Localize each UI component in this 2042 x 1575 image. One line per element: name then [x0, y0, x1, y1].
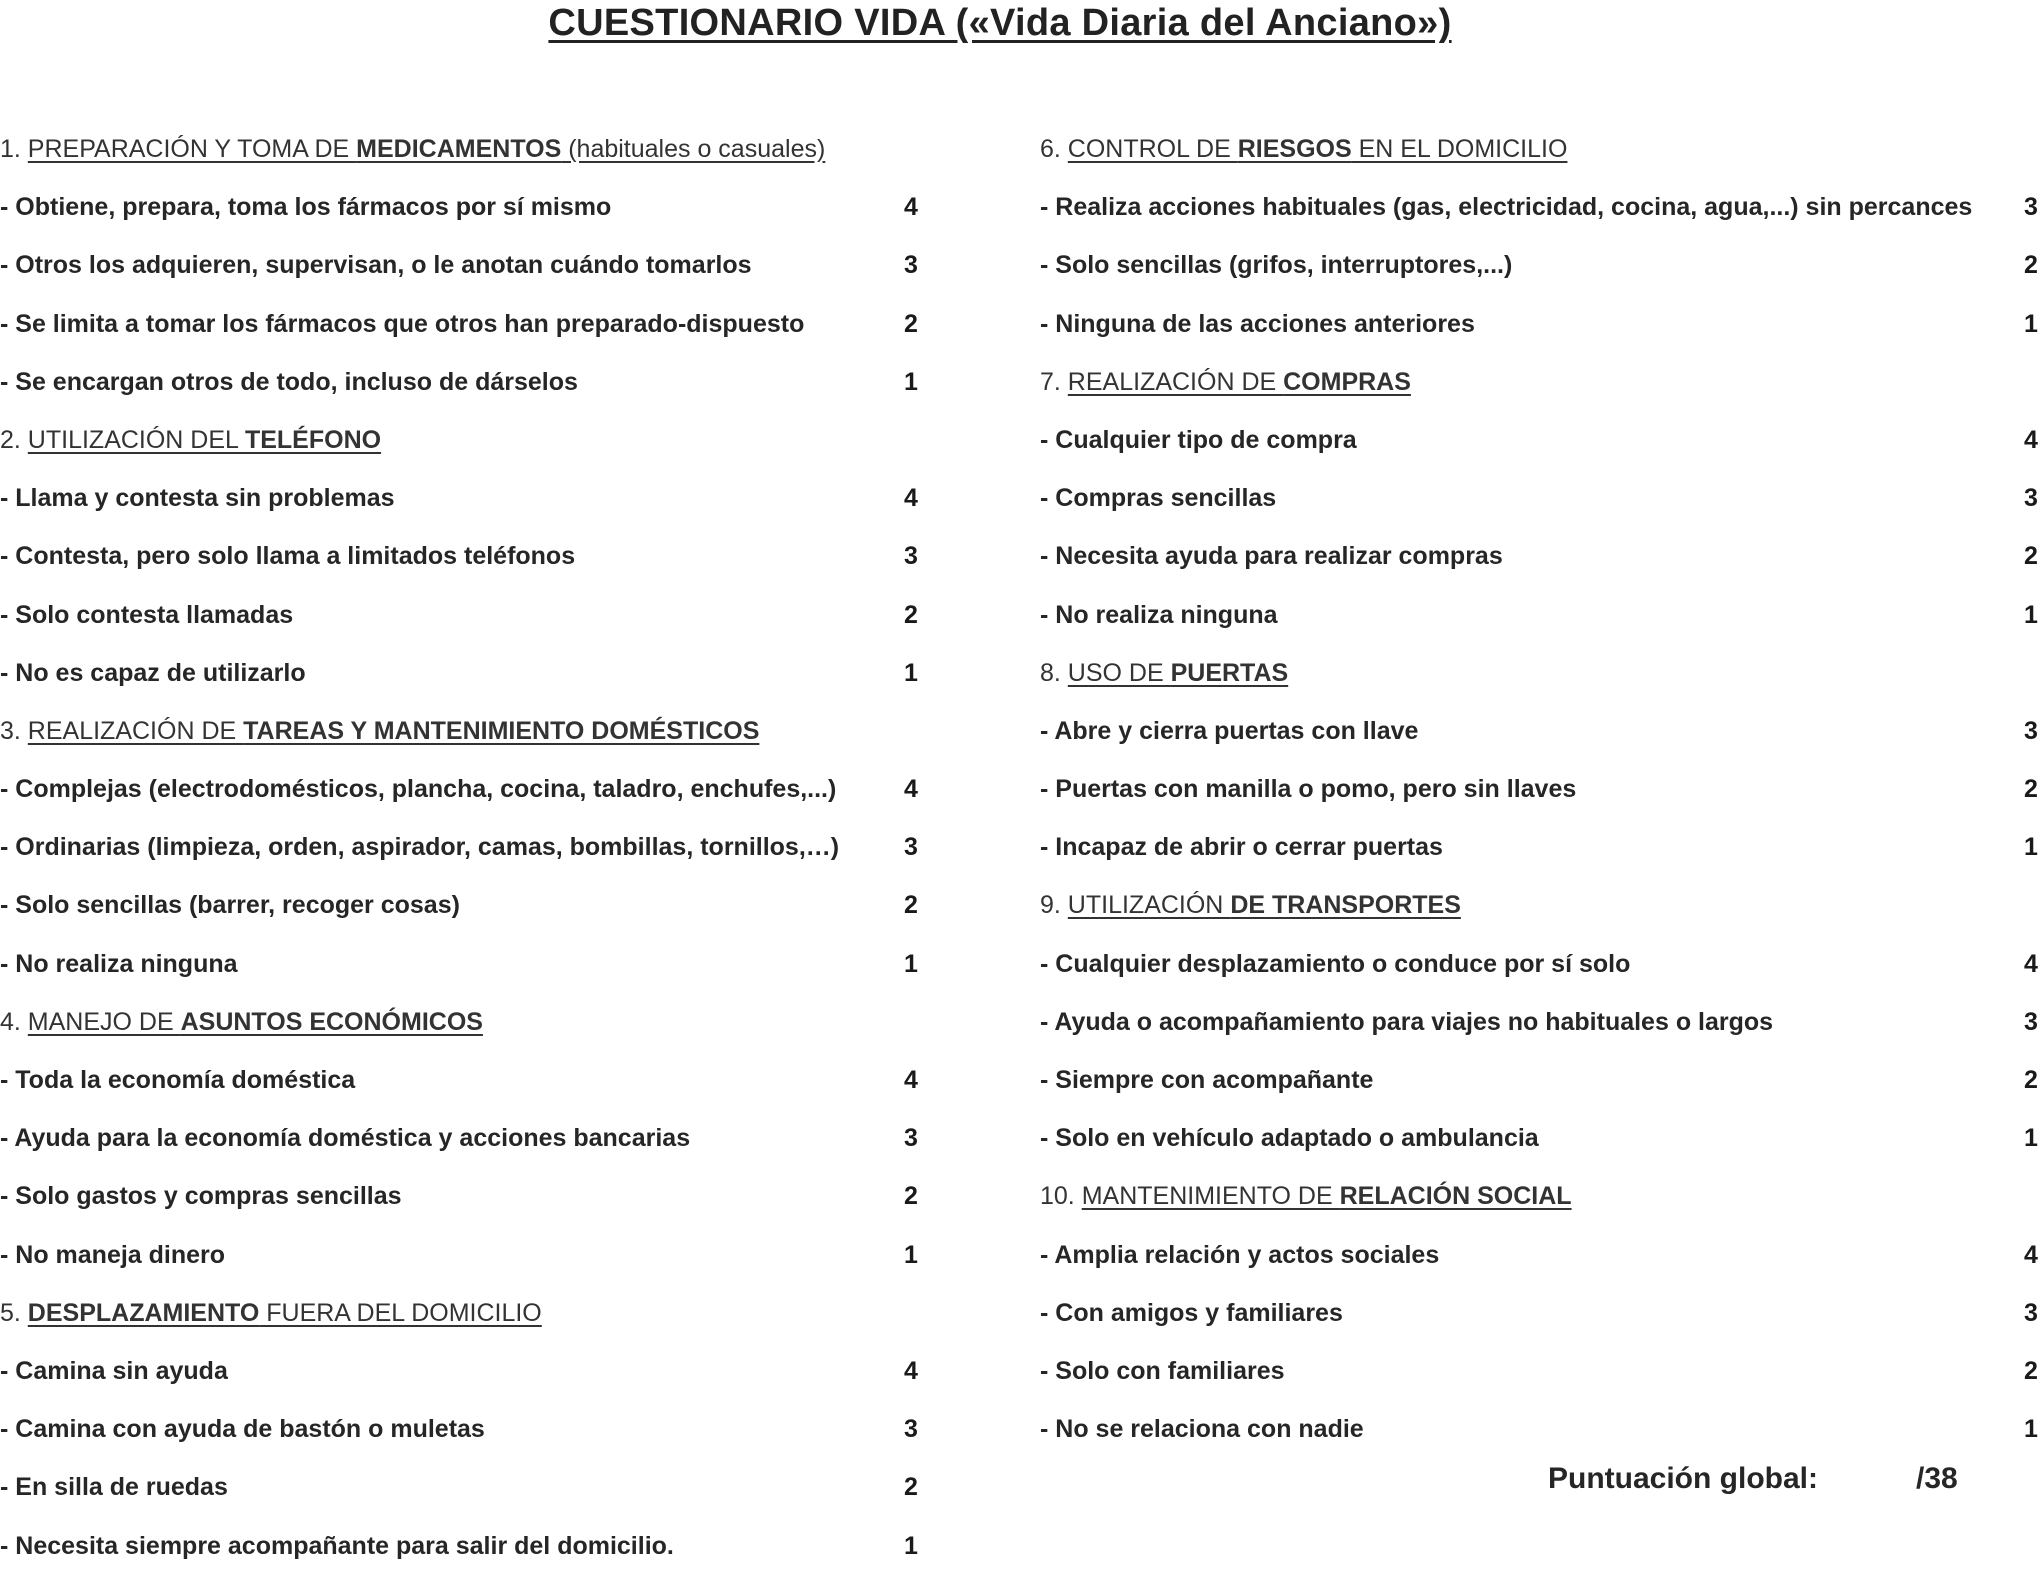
question-option	[0, 236, 920, 294]
option-text: - Ordinarias (limpieza, orden, aspirador, camas, bombillas, tornillos,…)	[0, 833, 840, 862]
question-option	[1040, 993, 2040, 1051]
section-title-part: PREPARACIÓN Y TOMA DE	[27, 135, 357, 163]
section-heading	[0, 993, 920, 1051]
question-option	[0, 527, 920, 585]
option-score: 3	[2024, 716, 2038, 745]
option-score: 4	[904, 1066, 918, 1094]
option-text: - Solo con familiares	[1040, 1356, 1285, 1385]
option-score: 3	[2024, 1007, 2038, 1036]
question-option	[1040, 527, 2040, 585]
option-text: - Amplia relación y actos sociales	[1040, 1240, 1440, 1269]
question-option	[0, 469, 920, 527]
option-score: 2	[904, 891, 918, 920]
section-title	[1082, 1182, 1572, 1210]
section-title-part: DE TRANSPORTES	[1230, 891, 1461, 920]
right-column	[1040, 120, 2040, 1458]
section-title	[28, 426, 381, 454]
section-heading	[1040, 876, 2040, 934]
option-score: 2	[904, 600, 918, 629]
option-text: - Se limita a tomar los fármacos que otros han preparado-dispuesto	[0, 309, 805, 338]
option-score: 4	[904, 775, 918, 804]
option-score: 2	[2024, 1066, 2038, 1094]
option-text: - Se encargan otros de todo, incluso de dárselos	[0, 367, 578, 396]
option-text: - Otros los adquieren, supervisan, o le anotan cuándo tomarlos	[0, 251, 752, 280]
option-score: 2	[904, 1473, 918, 1502]
section-title-part: DESPLAZAMIENTO	[27, 1298, 260, 1327]
question-option	[1040, 295, 2040, 353]
option-text: - Camina con ayuda de bastón o muletas	[0, 1415, 485, 1444]
option-score: 3	[904, 251, 918, 280]
option-text: - No maneja dinero	[0, 1240, 226, 1269]
option-score: 3	[904, 542, 918, 571]
option-text: - Contesta, pero solo llama a limitados teléfonos	[0, 542, 576, 571]
option-text: - Ayuda para la economía doméstica y acciones bancarias	[0, 1124, 691, 1153]
option-score: 1	[904, 949, 918, 978]
option-score: 1	[904, 1240, 918, 1269]
question-option	[0, 1109, 920, 1167]
section-title	[1068, 659, 1288, 687]
question-option	[0, 644, 920, 702]
option-text: - En silla de ruedas	[0, 1473, 228, 1502]
question-option	[1040, 760, 2040, 818]
section-title	[28, 1008, 483, 1036]
question-option	[0, 1051, 920, 1109]
question-option	[0, 1400, 920, 1458]
option-text: - Necesita ayuda para realizar compras	[1040, 542, 1503, 571]
section-title	[1068, 891, 1461, 919]
left-column	[0, 120, 920, 1575]
option-text: - No se relaciona con nadie	[1040, 1415, 1364, 1444]
section-heading	[0, 702, 920, 760]
global-score-label: Puntuación global:	[1548, 1462, 1818, 1495]
question-option	[0, 295, 920, 353]
section-title-part: MANEJO DE	[27, 1007, 181, 1036]
question-option	[1040, 1342, 2040, 1400]
option-score: 1	[2024, 833, 2038, 862]
question-option	[1040, 411, 2040, 469]
option-text: - Solo gastos y compras sencillas	[0, 1182, 402, 1211]
question-option	[0, 1517, 920, 1575]
question-option	[0, 1342, 920, 1400]
page-title: CUESTIONARIO VIDA («Vida Diaria del Anciano»)	[548, 2, 1452, 44]
question-option	[0, 1458, 920, 1516]
section-title-part: RELACIÓN SOCIAL	[1339, 1182, 1572, 1211]
section-number: 6.	[1040, 135, 1068, 163]
question-option	[0, 178, 920, 236]
section-number: 7.	[1040, 367, 1068, 396]
option-score: 1	[2024, 309, 2038, 338]
option-text: - Solo sencillas (barrer, recoger cosas)	[0, 891, 460, 920]
question-option	[0, 1226, 920, 1284]
section-title-part: RIESGOS	[1237, 135, 1352, 163]
question-option	[1040, 178, 2040, 236]
section-title	[28, 1299, 542, 1327]
section-title-part: UTILIZACIÓN	[1067, 891, 1231, 920]
question-option	[1040, 1400, 2040, 1458]
question-option	[0, 353, 920, 411]
question-option	[1040, 1109, 2040, 1167]
option-score: 4	[2024, 949, 2038, 978]
option-text: - Toda la economía doméstica	[0, 1066, 356, 1094]
question-option	[1040, 586, 2040, 644]
section-title-part: TELÉFONO	[244, 425, 382, 454]
section-title-part: MANTENIMIENTO DE	[1081, 1182, 1340, 1211]
option-score: 2	[2024, 542, 2038, 571]
option-score: 3	[904, 1124, 918, 1153]
option-score: 2	[904, 1182, 918, 1211]
question-option	[1040, 1226, 2040, 1284]
option-score: 2	[904, 309, 918, 338]
section-title-part: COMPRAS	[1283, 367, 1411, 396]
option-score: 3	[904, 833, 918, 862]
section-title	[28, 135, 826, 163]
option-text: - Realiza acciones habituales (gas, electricidad, cocina, agua,...) sin percances	[1040, 193, 1973, 222]
section-title-part: FUERA DEL DOMICILIO	[259, 1298, 542, 1327]
section-number: 5.	[0, 1298, 28, 1327]
section-number: 9.	[1040, 891, 1068, 920]
section-number: 3.	[0, 716, 28, 745]
section-number: 8.	[1040, 658, 1068, 687]
global-score-max: /38	[1916, 1462, 1958, 1495]
option-text: - Compras sencillas	[1040, 484, 1277, 513]
option-score: 1	[904, 1531, 918, 1560]
option-text: - Llama y contesta sin problemas	[0, 484, 395, 513]
question-option	[1040, 236, 2040, 294]
option-score: 1	[904, 367, 918, 396]
question-option	[1040, 935, 2040, 993]
section-title-part: TAREAS Y MANTENIMIENTO DOMÉSTICOS	[243, 716, 760, 745]
question-option	[1040, 818, 2040, 876]
option-text: - No es capaz de utilizarlo	[0, 658, 306, 687]
section-heading	[1040, 1167, 2040, 1225]
option-text: - Siempre con acompañante	[1040, 1066, 1374, 1094]
option-score: 3	[2024, 193, 2038, 222]
option-text: - Con amigos y familiares	[1040, 1298, 1343, 1327]
question-option	[0, 760, 920, 818]
option-score: 1	[2024, 1415, 2038, 1444]
section-heading	[1040, 120, 2040, 178]
option-text: - Cualquier tipo de compra	[1040, 425, 1357, 454]
question-option	[0, 876, 920, 934]
option-score: 2	[2024, 251, 2038, 280]
option-score: 1	[2024, 1124, 2038, 1153]
section-title	[1068, 368, 1411, 396]
section-number: 1.	[0, 135, 28, 163]
section-title-part: MEDICAMENTOS	[356, 135, 562, 163]
option-text: - Incapaz de abrir o cerrar puertas	[1040, 833, 1443, 862]
option-text: - No realiza ninguna	[1040, 600, 1278, 629]
option-text: - Ayuda o acompañamiento para viajes no habituales o largos	[1040, 1007, 1774, 1036]
section-title-part: (habituales o casuales)	[561, 135, 826, 163]
question-option	[1040, 469, 2040, 527]
option-score: 3	[2024, 1298, 2038, 1327]
section-title-part: ASUNTOS ECONÓMICOS	[180, 1007, 483, 1036]
option-text: - Complejas (electrodomésticos, plancha, cocina, taladro, enchufes,...)	[0, 775, 837, 804]
section-title-part: REALIZACIÓN DE	[27, 716, 244, 745]
section-title-part: PUERTAS	[1170, 658, 1289, 687]
option-text: - Solo en vehículo adaptado o ambulancia	[1040, 1124, 1539, 1153]
section-title-part: CONTROL DE	[1067, 135, 1238, 163]
option-score: 4	[2024, 1240, 2038, 1269]
section-title-part: USO DE	[1067, 658, 1171, 687]
section-number: 4.	[0, 1007, 28, 1036]
section-heading	[0, 120, 920, 178]
question-option	[0, 586, 920, 644]
section-title	[1068, 135, 1568, 163]
option-score: 2	[2024, 1356, 2038, 1385]
section-title-part: EN EL DOMICILIO	[1351, 135, 1568, 163]
option-text: - Solo contesta llamadas	[0, 600, 294, 629]
option-text: - Ninguna de las acciones anteriores	[1040, 309, 1475, 338]
section-heading	[0, 1284, 920, 1342]
option-text: - No realiza ninguna	[0, 949, 238, 978]
option-score: 1	[904, 658, 918, 687]
option-score: 4	[904, 484, 918, 513]
question-option	[1040, 702, 2040, 760]
option-text: - Necesita siempre acompañante para salir del domicilio.	[0, 1531, 674, 1560]
option-score: 4	[904, 1356, 918, 1385]
question-option	[1040, 1284, 2040, 1342]
question-option	[1040, 1051, 2040, 1109]
option-text: - Puertas con manilla o pomo, pero sin llaves	[1040, 775, 1577, 804]
section-number: 2.	[0, 425, 28, 454]
option-score: 4	[2024, 425, 2038, 454]
option-score: 4	[904, 193, 918, 222]
section-title-part: UTILIZACIÓN DEL	[27, 425, 245, 454]
option-text: - Solo sencillas (grifos, interruptores,...)	[1040, 251, 1513, 280]
section-title-part: REALIZACIÓN DE	[1067, 367, 1284, 396]
question-option	[0, 935, 920, 993]
option-score: 3	[2024, 484, 2038, 513]
section-heading	[1040, 353, 2040, 411]
section-title	[28, 717, 760, 745]
option-text: - Obtiene, prepara, toma los fármacos por sí mismo	[0, 193, 612, 222]
option-text: - Abre y cierra puertas con llave	[1040, 716, 1419, 745]
global-score	[1548, 1462, 1958, 1496]
question-option	[0, 1167, 920, 1225]
option-score: 1	[2024, 600, 2038, 629]
section-number: 10.	[1040, 1182, 1082, 1211]
option-score: 2	[2024, 775, 2038, 804]
question-option	[0, 818, 920, 876]
section-heading	[0, 411, 920, 469]
option-score: 3	[904, 1415, 918, 1444]
section-heading	[1040, 644, 2040, 702]
option-text: - Cualquier desplazamiento o conduce por sí solo	[1040, 949, 1631, 978]
option-text: - Camina sin ayuda	[0, 1356, 228, 1385]
